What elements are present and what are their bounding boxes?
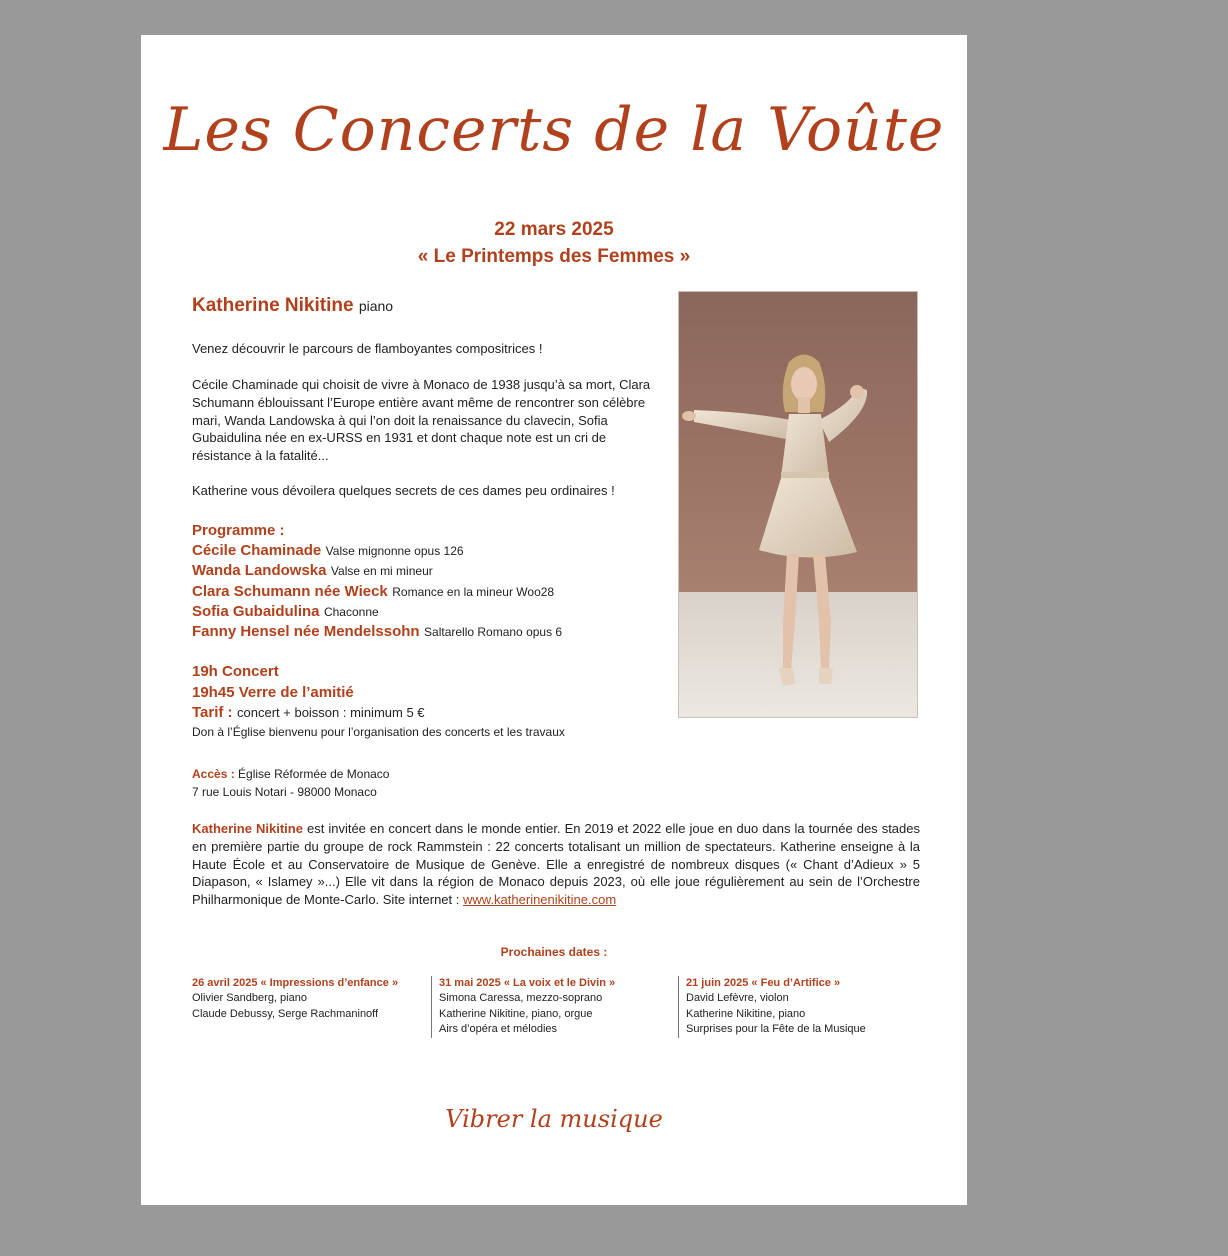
- next-date-column: [431, 976, 615, 1038]
- tarif-line: [192, 703, 565, 724]
- concert-date: 22 mars 2025: [494, 219, 614, 240]
- next-date-line: Olivier Sandberg, piano: [192, 992, 307, 1005]
- next-date-line: David Lefèvre, violon: [686, 992, 789, 1005]
- composer-name: Cécile Chaminade: [192, 542, 322, 559]
- verre-time: 19h45 Verre de l’amitié: [192, 683, 354, 701]
- next-date-title: 26 avril 2025 « Impressions d’enfance »: [192, 977, 399, 989]
- concert-subtitle: « Le Printemps des Femmes »: [417, 246, 691, 267]
- tarif-label: Tarif :: [192, 704, 233, 721]
- poster-page: [141, 35, 967, 1205]
- tarif-value: concert + boisson : minimum 5 €: [237, 705, 425, 720]
- next-date-line: Katherine Nikitine, piano, orgue: [439, 1007, 593, 1020]
- programme-heading: Programme :: [192, 522, 285, 539]
- access-label: Accès :: [192, 767, 235, 781]
- description-text: Cécile Chaminade qui choisit de vivre à Monaco de 1938 jusqu’à sa mort, Clara Schumann éblouissant l’Europe entière avant même de rencontrer son célèbre mari, Wanda Landowska à qui l’on doit la renaissance du clavecin, Sofia Gubaidulina née en ex-URSS en 1931 et dont chaque note est un cri de résistance à la fatalité...: [192, 377, 651, 464]
- bio-text: est invitée en concert dans le monde entier. En 2019 et 2022 elle joue en duo dans la tournée des stades en première partie du groupe de rock Rammstein : 22 concerts totalisant un million de spectateurs. Katherine enseigne à la Haute École et au Conservatoire de Musique de Genève. Elle a enregistré de nombreux disques (« Chant d’Adieux » 5 Diapason, « Islamey »...) Elle vit dans la région de Monaco depuis 2023, où elle joue régulièrement au sein de l’Orchestre Philharmonique de Monte-Carlo. Site internet :: [192, 821, 920, 908]
- schedule-block: [192, 662, 565, 740]
- access-block: [192, 766, 389, 801]
- programme-item: [192, 602, 562, 622]
- programme-item: [192, 561, 562, 581]
- artist-name: Katherine Nikitine: [192, 295, 354, 316]
- artist-bio: [192, 820, 920, 909]
- next-date-column: [678, 976, 866, 1038]
- composer-name: Clara Schumann née Wieck: [192, 582, 388, 600]
- footer-tagline: Vibrer la musique: [445, 1105, 663, 1133]
- next-date-line: Katherine Nikitine, piano: [686, 1007, 806, 1020]
- artist-heading: [192, 295, 393, 317]
- work-title: Romance en la mineur Woo28: [392, 584, 555, 599]
- work-title: Valse en mi mineur: [330, 564, 433, 579]
- next-date-column: [192, 976, 398, 1038]
- composer-name: Sofia Gubaidulina: [192, 602, 320, 620]
- work-title: Valse mignonne opus 126: [325, 544, 464, 558]
- access-address: 7 rue Louis Notari - 98000 Monaco: [192, 784, 377, 799]
- programme-item: [192, 582, 562, 602]
- programme-list: [192, 541, 562, 642]
- artist-role: piano: [358, 298, 394, 314]
- next-date-line: Airs d’opéra et mélodies: [439, 1022, 558, 1035]
- bio-artist-name: Katherine Nikitine: [192, 821, 303, 836]
- secrets-text: Katherine vous dévoilera quelques secrets de ces dames peu ordinaires !: [192, 483, 615, 498]
- next-date-line: Claude Debussy, Serge Rachmaninoff: [192, 1007, 379, 1020]
- artist-photo: [678, 291, 918, 718]
- programme-item: [192, 622, 562, 642]
- access-place: Église Réformée de Monaco: [238, 767, 390, 781]
- next-date-title: 31 mai 2025 « La voix et le Divin »: [439, 977, 616, 989]
- composer-name: Fanny Hensel née Mendelssohn: [192, 623, 420, 641]
- next-dates: [192, 976, 932, 1038]
- next-date-line: Surprises pour la Fête de la Musique: [686, 1022, 866, 1035]
- work-title: Saltarello Romano opus 6: [424, 625, 563, 640]
- concert-time: 19h Concert: [192, 663, 279, 680]
- programme-item: [192, 541, 562, 561]
- donation-note: Don à l’Église bienvenu pour l’organisation des concerts et les travaux: [192, 724, 565, 739]
- website-link[interactable]: www.katherinenikitine.com: [463, 892, 617, 908]
- work-title: Chaconne: [323, 604, 379, 619]
- next-dates-heading: Prochaines dates :: [500, 945, 608, 959]
- composer-name: Wanda Landowska: [192, 562, 327, 580]
- intro-text: Venez découvrir le parcours de flamboyantes compositrices !: [192, 341, 543, 356]
- next-date-title: 21 juin 2025 « Feu d’Artifice »: [686, 977, 841, 989]
- poster-title: Les Concerts de la Voûte: [163, 95, 945, 165]
- next-date-line: Simona Caressa, mezzo-soprano: [439, 992, 603, 1005]
